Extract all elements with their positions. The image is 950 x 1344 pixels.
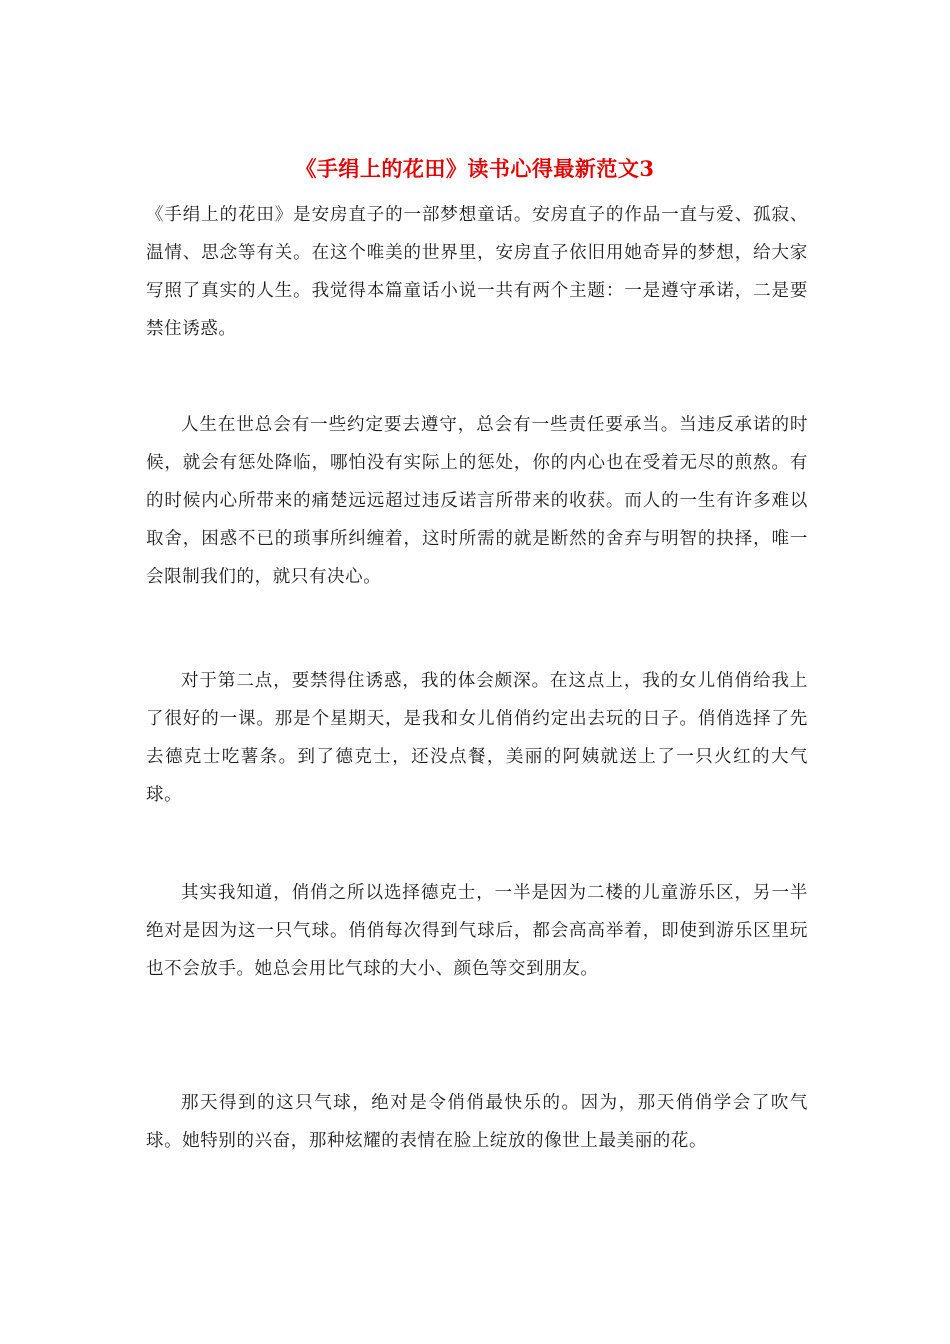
document-title: 《手绢上的花田》读书心得最新范文3 xyxy=(295,156,655,181)
paragraph-balloon: 其实我知道，俏俏之所以选择德克士，一半是因为二楼的儿童游乐区，另一半绝对是因为这一只气球。俏俏每次得到气球后，都会高高举着，即使到游乐区里玩也不会放手。她总会用比气球的大小、颜色等交到朋友。 xyxy=(146,883,808,979)
paragraph-intro: 《手绢上的花田》是安房直子的一部梦想童话。安房直子的作品一直与爱、孤寂、温情、思念等有关。在这个唯美的世界里，安房直子依旧用她奇异的梦想，给大家写照了真实的人生。我觉得本篇童话小说一共有两个主题：一是遵守承诺，二是要禁住诱惑。 xyxy=(146,205,808,339)
paragraph-promise: 人生在世总会有一些约定要去遵守，总会有一些责任要承当。当违反承诺的时候，就会有惩处降临，哪怕没有实际上的惩处，你的内心也在受着无尽的煎熬。有的时候内心所带来的痛楚远远超过违反诺言所带来的收获。而人的一生有许多难以取舍，困惑不已的琐事所纠缠着，这时所需的就是断然的舍弃与明智的抉择，唯一会限制我们的，就只有决心。 xyxy=(146,415,808,587)
paragraph-happiness: 那天得到的这只气球，绝对是令俏俏最快乐的。因为，那天俏俏学会了吹气球。她特别的兴奋，那种炫耀的表情在脸上绽放的像世上最美丽的花。 xyxy=(146,1093,808,1151)
paragraph-temptation: 对于第二点，要禁得住诱惑，我的体会颇深。在这点上，我的女儿俏俏给我上了很好的一课。那是个星期天，是我和女儿俏俏约定出去玩的日子。俏俏选择了先去德克士吃薯条。到了德克士，还没点餐，美丽的阿姨就送上了一只火红的大气球。 xyxy=(146,671,808,805)
